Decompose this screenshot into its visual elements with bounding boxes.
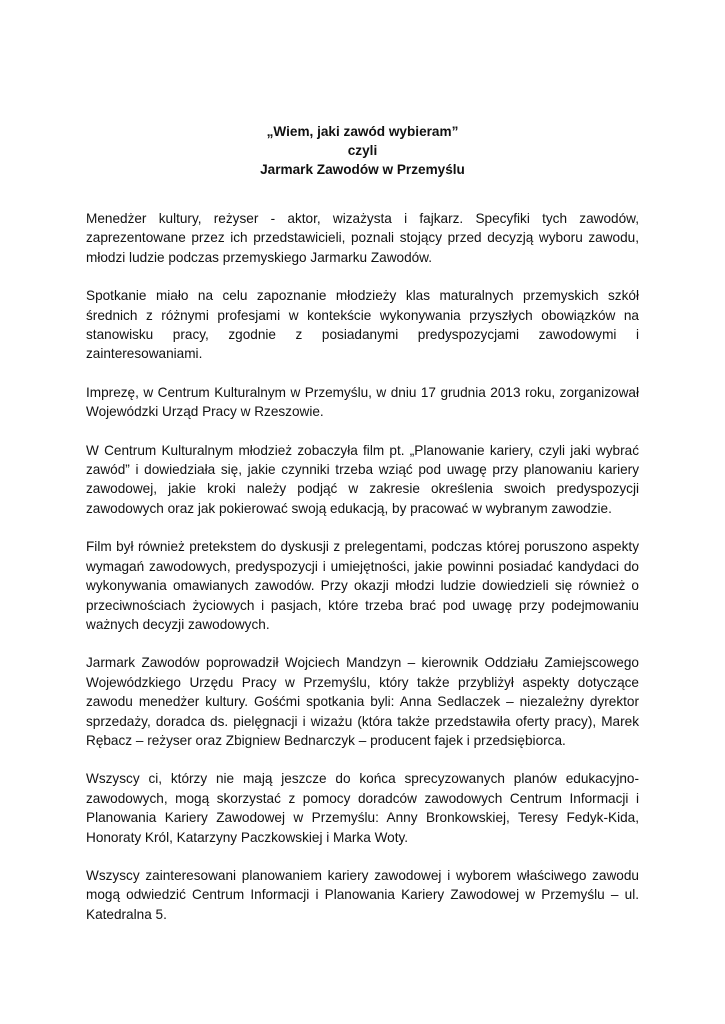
paragraph-4: W Centrum Kulturalnym młodzież zobaczyła film pt. „Planowanie kariery, czyli jaki wybrać zawód” i dowiedziała się, jakie czynniki trzeba wziąć pod uwagę przy planowaniu kariery zawodowej, jakie kroki należy podjąć w zakresie określenia swoich predyspozycji zawodowych oraz jak pokierować swoją edukacją, by pracować w wybranym zawodzie. xyxy=(86,442,639,516)
title-line-2: czyli xyxy=(347,143,378,158)
document-title xyxy=(86,122,639,179)
paragraph-6: Jarmark Zawodów poprowadził Wojciech Mandzyn – kierownik Oddziału Zamiejscowego Wojewódzkiego Urzędu Pracy w Przemyślu, który także przybliżył aspekty dotyczące zawodu menedżer kultury. Gośćmi spotkania byli: Anna Sedlaczek – niezależny dyrektor sprzedaży, doradca ds. pielęgnacji i wizażu (która także przedstawiła oferty pracy), Marek Rębacz – reżyser oraz Zbigniew Bednarczyk – producent fajek i przedsiębiorca. xyxy=(86,655,639,748)
paragraph-8: Wszyscy zainteresowani planowaniem kariery zawodowej i wyborem właściwego zawodu mogą odwiedzić Centrum Informacji i Planowania Kariery Zawodowej w Przemyślu – ul. Katedralna 5. xyxy=(86,867,639,922)
paragraph-2: Spotkanie miało na celu zapoznanie młodzieży klas maturalnych przemyskich szkół średnich z różnymi profesjami w kontekście wykonywania przyszłych obowiązków na stanowisku pracy, zgodnie z posiadanymi predyspozycjami zawodowymi i zainteresowaniami. xyxy=(86,288,639,362)
title-line-3: Jarmark Zawodów w Przemyślu xyxy=(260,162,465,177)
document-body xyxy=(86,209,639,924)
paragraph-1: Menedżer kultury, reżyser - aktor, wizażysta i fajkarz. Specyfiki tych zawodów, zaprezentowane przez ich przedstawicieli, poznali stojący przed decyzją wyboru zawodu, młodzi ludzie podczas przemyskiego Jarmarku Zawodów. xyxy=(86,211,639,265)
paragraph-3: Imprezę, w Centrum Kulturalnym w Przemyślu, w dniu 17 grudnia 2013 roku, zorganizował Wojewódzki Urząd Pracy w Rzeszowie. xyxy=(86,384,639,420)
title-line-1: „Wiem, jaki zawód wybieram” xyxy=(266,124,459,139)
paragraph-5: Film był również pretekstem do dyskusji z prelegentami, podczas której poruszono aspekty wymagań zawodowych, predyspozycji i umiejętności, jakie powinni posiadać kandydaci do wykonywania omawianych zawodów. Przy okazji młodzi ludzie dowiedzieli się również o przeciwnościach życiowych i pasjach, które trzeba brać pod uwagę przy podejmowaniu ważnych decyzji zawodowych. xyxy=(86,539,639,632)
paragraph-7: Wszyscy ci, którzy nie mają jeszcze do końca sprecyzowanych planów edukacyjno-zawodowych, mogą skorzystać z pomocy doradców zawodowych Centrum Informacji i Planowania Kariery Zawodowej w Przemyślu: Anny Bronkowskiej, Teresy Fedyk-Kida, Honoraty Król, Katarzyny Paczkowskiej i Marka Woty. xyxy=(86,771,639,845)
